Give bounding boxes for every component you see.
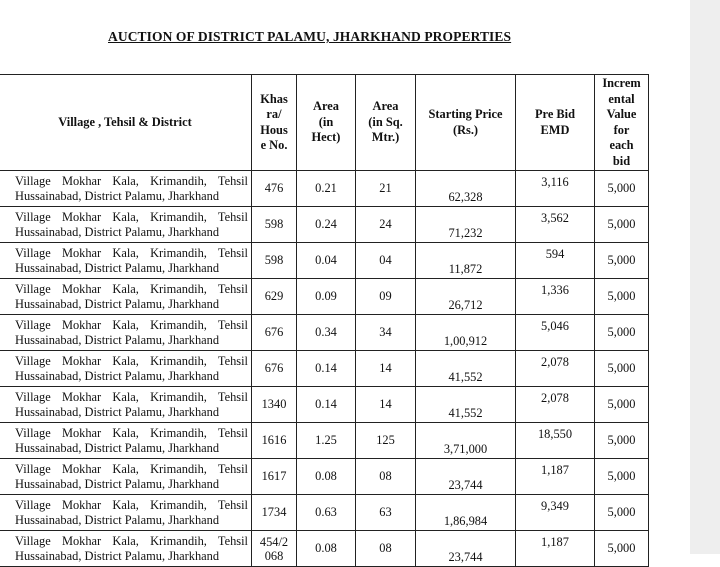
page-title: AUCTION OF DISTRICT PALAMU, JHARKHAND PROPERTIES bbox=[108, 29, 512, 44]
table-row bbox=[0, 351, 649, 387]
location-cell: Village Mokhar Kala, Krimandih, Tehsil Hussainabad, District Palamu, Jharkhand bbox=[0, 531, 252, 567]
area-sqm-cell: 34 bbox=[356, 315, 416, 351]
khasra-cell: 1734 bbox=[252, 495, 297, 531]
starting-price-cell: 11,872 bbox=[416, 243, 516, 279]
location-cell: Village Mokhar Kala, Krimandih, Tehsil Hussainabad, District Palamu, Jharkhand bbox=[0, 387, 252, 423]
table-header-row bbox=[0, 75, 649, 171]
header-area-sqm: Area (in Sq. Mtr.) bbox=[356, 75, 416, 171]
table-row bbox=[0, 387, 649, 423]
area-hect-cell: 0.04 bbox=[297, 243, 356, 279]
location-cell: Village Mokhar Kala, Krimandih, Tehsil Hussainabad, District Palamu, Jharkhand bbox=[0, 171, 252, 207]
area-sqm-cell: 24 bbox=[356, 207, 416, 243]
emd-cell: 1,187 bbox=[516, 459, 595, 495]
emd-cell: 2,078 bbox=[516, 387, 595, 423]
starting-price-cell: 23,744 bbox=[416, 531, 516, 567]
incremental-cell: 5,000 bbox=[595, 171, 649, 207]
area-hect-cell: 0.34 bbox=[297, 315, 356, 351]
header-emd: Pre Bid EMD bbox=[516, 75, 595, 171]
header-khasra: Khas ra/ Hous e No. bbox=[252, 75, 297, 171]
emd-cell: 1,336 bbox=[516, 279, 595, 315]
khasra-cell: 629 bbox=[252, 279, 297, 315]
area-hect-cell: 1.25 bbox=[297, 423, 356, 459]
table-row bbox=[0, 243, 649, 279]
starting-price-cell: 71,232 bbox=[416, 207, 516, 243]
area-sqm-cell: 14 bbox=[356, 387, 416, 423]
incremental-cell: 5,000 bbox=[595, 207, 649, 243]
area-hect-cell: 0.14 bbox=[297, 351, 356, 387]
table-row bbox=[0, 279, 649, 315]
emd-cell: 3,116 bbox=[516, 171, 595, 207]
area-hect-cell: 0.63 bbox=[297, 495, 356, 531]
location-cell: Village Mokhar Kala, Krimandih, Tehsil Hussainabad, District Palamu, Jharkhand bbox=[0, 423, 252, 459]
table-row bbox=[0, 495, 649, 531]
location-cell: Village Mokhar Kala, Krimandih, Tehsil Hussainabad, District Palamu, Jharkhand bbox=[0, 351, 252, 387]
properties-table bbox=[0, 74, 649, 567]
khasra-cell: 1617 bbox=[252, 459, 297, 495]
area-hect-cell: 0.21 bbox=[297, 171, 356, 207]
khasra-cell: 598 bbox=[252, 207, 297, 243]
table-row bbox=[0, 207, 649, 243]
incremental-cell: 5,000 bbox=[595, 243, 649, 279]
table-row bbox=[0, 423, 649, 459]
incremental-cell: 5,000 bbox=[595, 279, 649, 315]
emd-cell: 1,187 bbox=[516, 531, 595, 567]
location-cell: Village Mokhar Kala, Krimandih, Tehsil Hussainabad, District Palamu, Jharkhand bbox=[0, 459, 252, 495]
header-starting-price: Starting Price (Rs.) bbox=[416, 75, 516, 171]
emd-cell: 18,550 bbox=[516, 423, 595, 459]
area-hect-cell: 0.09 bbox=[297, 279, 356, 315]
emd-cell: 9,349 bbox=[516, 495, 595, 531]
incremental-cell: 5,000 bbox=[595, 315, 649, 351]
area-hect-cell: 0.14 bbox=[297, 387, 356, 423]
table-row bbox=[0, 459, 649, 495]
emd-cell: 2,078 bbox=[516, 351, 595, 387]
header-location: Village , Tehsil & District bbox=[0, 75, 252, 171]
emd-cell: 594 bbox=[516, 243, 595, 279]
area-hect-cell: 0.08 bbox=[297, 531, 356, 567]
header-area-hect: Area (in Hect) bbox=[297, 75, 356, 171]
khasra-cell: 676 bbox=[252, 351, 297, 387]
area-sqm-cell: 04 bbox=[356, 243, 416, 279]
location-cell: Village Mokhar Kala, Krimandih, Tehsil Hussainabad, District Palamu, Jharkhand bbox=[0, 279, 252, 315]
incremental-cell: 5,000 bbox=[595, 531, 649, 567]
incremental-cell: 5,000 bbox=[595, 495, 649, 531]
incremental-cell: 5,000 bbox=[595, 387, 649, 423]
location-cell: Village Mokhar Kala, Krimandih, Tehsil Hussainabad, District Palamu, Jharkhand bbox=[0, 495, 252, 531]
khasra-cell: 476 bbox=[252, 171, 297, 207]
viewer-side-strip bbox=[690, 0, 720, 554]
khasra-cell: 1616 bbox=[252, 423, 297, 459]
area-sqm-cell: 63 bbox=[356, 495, 416, 531]
incremental-cell: 5,000 bbox=[595, 459, 649, 495]
area-sqm-cell: 125 bbox=[356, 423, 416, 459]
area-sqm-cell: 08 bbox=[356, 459, 416, 495]
header-incremental: Increm ental Value for each bid bbox=[595, 75, 649, 171]
area-hect-cell: 0.08 bbox=[297, 459, 356, 495]
area-hect-cell: 0.24 bbox=[297, 207, 356, 243]
starting-price-cell: 23,744 bbox=[416, 459, 516, 495]
area-sqm-cell: 21 bbox=[356, 171, 416, 207]
area-sqm-cell: 09 bbox=[356, 279, 416, 315]
emd-cell: 3,562 bbox=[516, 207, 595, 243]
starting-price-cell: 26,712 bbox=[416, 279, 516, 315]
khasra-cell: 1340 bbox=[252, 387, 297, 423]
starting-price-cell: 41,552 bbox=[416, 387, 516, 423]
starting-price-cell: 62,328 bbox=[416, 171, 516, 207]
table-row bbox=[0, 531, 649, 567]
khasra-cell: 676 bbox=[252, 315, 297, 351]
table-row bbox=[0, 315, 649, 351]
incremental-cell: 5,000 bbox=[595, 351, 649, 387]
incremental-cell: 5,000 bbox=[595, 423, 649, 459]
starting-price-cell: 3,71,000 bbox=[416, 423, 516, 459]
location-cell: Village Mokhar Kala, Krimandih, Tehsil Hussainabad, District Palamu, Jharkhand bbox=[0, 207, 252, 243]
location-cell: Village Mokhar Kala, Krimandih, Tehsil Hussainabad, District Palamu, Jharkhand bbox=[0, 243, 252, 279]
khasra-cell: 454/2 068 bbox=[252, 531, 297, 567]
khasra-cell: 598 bbox=[252, 243, 297, 279]
starting-price-cell: 41,552 bbox=[416, 351, 516, 387]
starting-price-cell: 1,86,984 bbox=[416, 495, 516, 531]
starting-price-cell: 1,00,912 bbox=[416, 315, 516, 351]
area-sqm-cell: 14 bbox=[356, 351, 416, 387]
area-sqm-cell: 08 bbox=[356, 531, 416, 567]
table-row bbox=[0, 171, 649, 207]
location-cell: Village Mokhar Kala, Krimandih, Tehsil Hussainabad, District Palamu, Jharkhand bbox=[0, 315, 252, 351]
emd-cell: 5,046 bbox=[516, 315, 595, 351]
